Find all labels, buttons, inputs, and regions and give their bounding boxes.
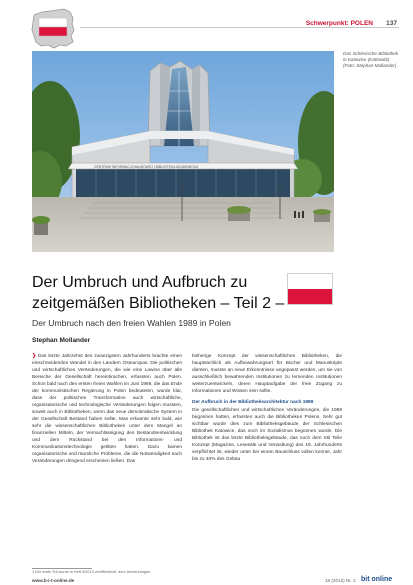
footer-issue: 18 (2015) Nr. 2 bbox=[325, 578, 356, 583]
paragraph: bisherige Konzept der wissenschaftlichen Bibliotheken, die hauptsächlich als Aufbewahrungsort für Bücher und Manuskripte dienten, musste an neue Erkenntnisse angepasst werden, um sie von ausschließlich bewahrenden Institutionen zu lernenden Institutionen weiterzuentwickeln, deren Hauptaufgabe der freie Zugang zu Informationen und Wissen sein sollte. bbox=[192, 354, 342, 394]
bit-online-logo: bit online bbox=[361, 576, 393, 583]
flag-red-band bbox=[288, 289, 332, 304]
polish-flag-icon bbox=[287, 273, 333, 305]
paragraph-text: Das letzte Jahrzehnt des zwanzigsten Jahrhunderts brachte einen einschneidenden Wandel in den Ländern Osteuropas. Die politischen und wirtschaftlichen Veränderungen, die wie eine Lawine über alle Bereiche der Gesellschaft hereinbrachen, erfassten auch Polen. Schon bald nach den ersten freien Wahlen im Juni 1989, die das Ende der kommunistischen Regierung in Polen bedeuteten, wurde klar, dass der politischen Transformation auch wirtschaftliche, organisatorische und technologische Veränderungen folgen mussten, soweit auch in Bibliotheken, wenn das neue demokratische System in der Gesellschaft Bestand haben sollte. Man erkannte sehr bald, wie sehr die wissenschaftlichen Bibliotheken unter dem Mangel an finanziellen Mitteln, der Vernachlässigung des Bestandsentwicklung und dem Rückstand bei den Informations- und Kommunikationstechnologie gelitten hatten. Dazu kamen organisatorische und räumliche Probleme, die die Notwendigkeit nach Veränderungen dringend erscheinen ließen. Das bbox=[32, 354, 182, 464]
footer-url: www.b-i-t-online.de bbox=[32, 578, 75, 583]
library-photo bbox=[32, 51, 334, 252]
paragraph: Die gesellschaftlichen und wirtschaftlichen Veränderungen, die 1989 begonnen hatten, erfassten auch die Bibliotheken Polens. Sehr gut sichtbar wurde dies zum Bibliotheksgebäude der Schlesischen Bibliothek Katowice, das noch im Sozialismus begonnen wurde. Die Bibliothek ist das letzte Bibliotheksgebäude, das noch dem Stil Teile Konzept (Magazine, Lesesäle und Verwaltung) des 19. Jahrhunderts verpflichtet ist, wieder unter bei einem Bauschluss vollen konnte. Jahr bis zu 40% des Gebäu bbox=[192, 408, 342, 462]
flag-white-band bbox=[288, 274, 332, 289]
body-column-right bbox=[192, 353, 342, 463]
title-line-1: Der Umbruch und Aufbruch zu bbox=[32, 274, 248, 291]
poland-map-icon bbox=[30, 6, 76, 50]
library-illustration bbox=[32, 51, 334, 252]
article-title bbox=[32, 272, 288, 314]
photo-caption: Das Schlesische Bibliothek in Katowice (Kattowitz) (Foto: Stephan Mallander) bbox=[343, 51, 399, 68]
footnote: 1 Der erste Teil wurde in Heft 4/2013 veröffentlicht, dort: Anmerkungen. bbox=[32, 570, 152, 574]
paragraph bbox=[32, 353, 182, 465]
body-column-left bbox=[32, 353, 182, 465]
header-rule bbox=[80, 27, 399, 28]
section-subheading: Der Aufbruch in der Bibliotheksarchitektur nach 1989 bbox=[192, 400, 314, 405]
page-number: 137 bbox=[386, 20, 397, 27]
article-author: Stephan Mollander bbox=[32, 337, 91, 344]
building-sign: CENTRUM INFORMACJI NAUKOWEJ I BIBLIOTEKA AKADEMICKA bbox=[94, 165, 199, 169]
title-line-2: zeitgemäßen Bibliotheken – Teil 2 – bbox=[32, 295, 285, 312]
footnote-rule bbox=[32, 568, 92, 569]
chevron-right-icon: ❯ bbox=[32, 354, 37, 359]
article-subtitle: Der Umbruch nach den freien Wahlen 1989 in Polen bbox=[32, 318, 231, 328]
header-section-label: Schwerpunkt: POLEN bbox=[305, 20, 373, 27]
